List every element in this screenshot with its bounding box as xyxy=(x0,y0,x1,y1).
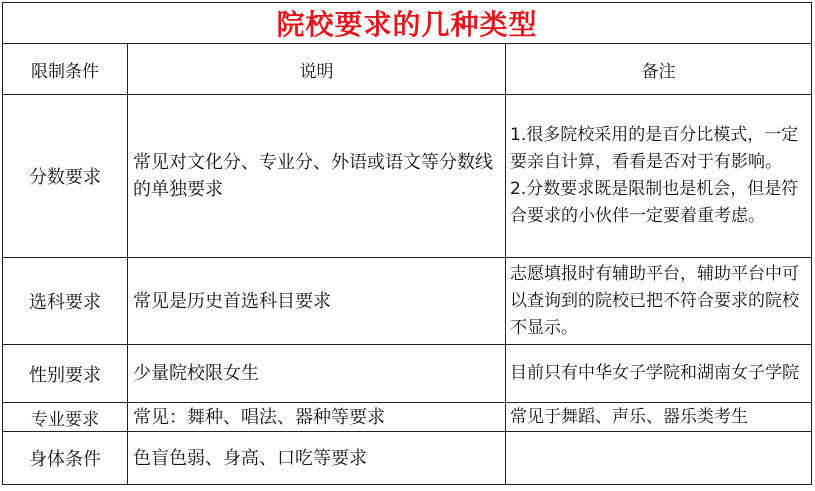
table-row xyxy=(3,432,812,485)
table-row xyxy=(3,258,812,345)
notes-cell xyxy=(506,345,812,403)
description-cell: 常见对文化分、专业分、外语或语文等分数线的单独要求 xyxy=(128,95,506,258)
description-cell: 少量院校限女生 xyxy=(128,345,506,403)
note-line: 1.很多院校采用的是百分比模式，一定要亲自计算，看看是否对于有影响。 xyxy=(510,125,799,172)
header-description: 说明 xyxy=(128,44,506,95)
condition-cell: 分数要求 xyxy=(3,95,128,258)
table-row xyxy=(3,95,812,258)
note-line: 目前只有中华女子学院和湖南女子学院 xyxy=(510,363,799,383)
note-line: 2.分数要求既是限制也是机会，但是符合要求的小伙伴一定要着重考虑。 xyxy=(510,179,799,226)
description-cell: 常见是历史首选科目要求 xyxy=(128,258,506,345)
header-notes: 备注 xyxy=(506,44,812,95)
condition-cell: 选科要求 xyxy=(3,258,128,345)
notes-cell xyxy=(506,432,812,485)
title-row xyxy=(3,3,812,44)
header-row xyxy=(3,44,812,95)
notes-cell xyxy=(506,95,812,258)
description-cell: 色盲色弱、身高、口吃等要求 xyxy=(128,432,506,485)
condition-cell: 身体条件 xyxy=(3,432,128,485)
notes-cell xyxy=(506,258,812,345)
header-condition: 限制条件 xyxy=(3,44,128,95)
table-row xyxy=(3,403,812,432)
requirements-table xyxy=(2,2,812,485)
notes-cell xyxy=(506,403,812,432)
note-line: 志愿填报时有辅助平台，辅助平台中可以查询到的院校已把不符合要求的院校不显示。 xyxy=(510,263,799,338)
condition-cell: 专业要求 xyxy=(3,403,128,432)
requirements-sheet xyxy=(2,2,811,488)
note-line: 常见于舞蹈、声乐、器乐类考生 xyxy=(510,406,748,427)
description-cell: 常见：舞种、唱法、器种等要求 xyxy=(128,403,506,432)
table-row xyxy=(3,345,812,403)
table-title: 院校要求的几种类型 xyxy=(3,3,812,44)
condition-cell: 性别要求 xyxy=(3,345,128,403)
